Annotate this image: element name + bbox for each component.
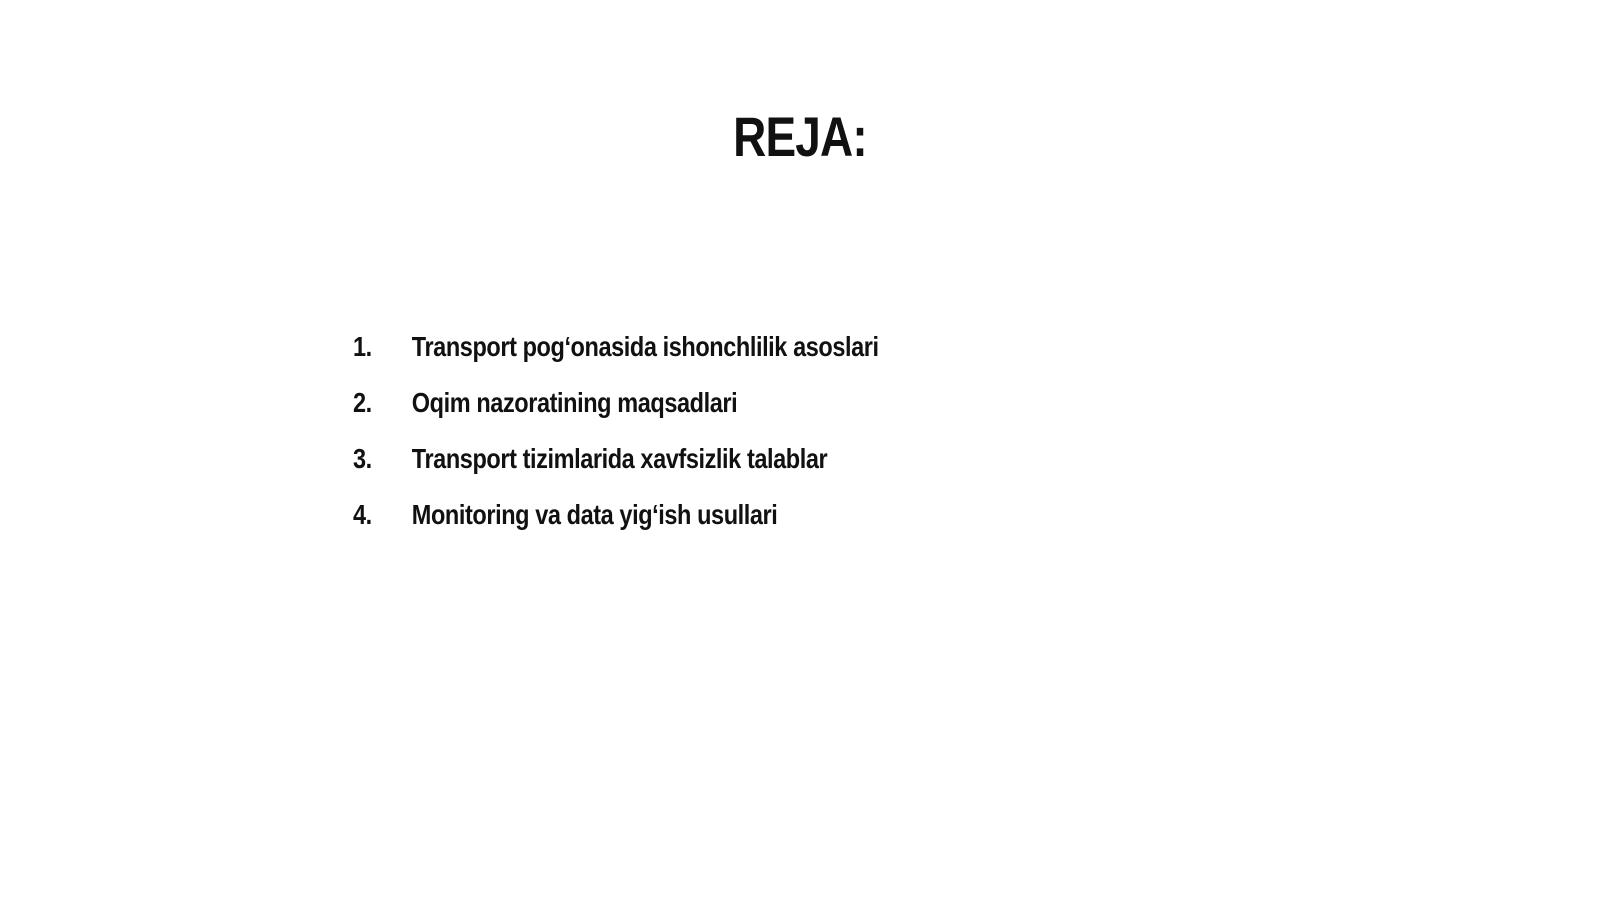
plan-item-text: Oqim nazoratining maqsadlari xyxy=(411,387,738,418)
plan-item-text: Transport tizimlarida xavfsizlik talablar xyxy=(411,443,828,474)
slide-title: REJA: xyxy=(733,105,867,168)
plan-item xyxy=(353,442,879,498)
plan-item-number: 3. xyxy=(353,443,372,474)
plan-item xyxy=(353,386,879,442)
plan-item-text: Transport pog‘onasida ishonchlilik asoslari xyxy=(411,331,879,362)
plan-item xyxy=(353,498,879,554)
plan-item xyxy=(353,330,879,386)
plan-item-number: 2. xyxy=(353,387,372,418)
plan-item-number: 4. xyxy=(353,499,372,530)
plan-list xyxy=(353,330,979,554)
plan-item-text: Monitoring va data yig‘ish usullari xyxy=(411,499,778,530)
plan-item-number: 1. xyxy=(353,331,372,362)
